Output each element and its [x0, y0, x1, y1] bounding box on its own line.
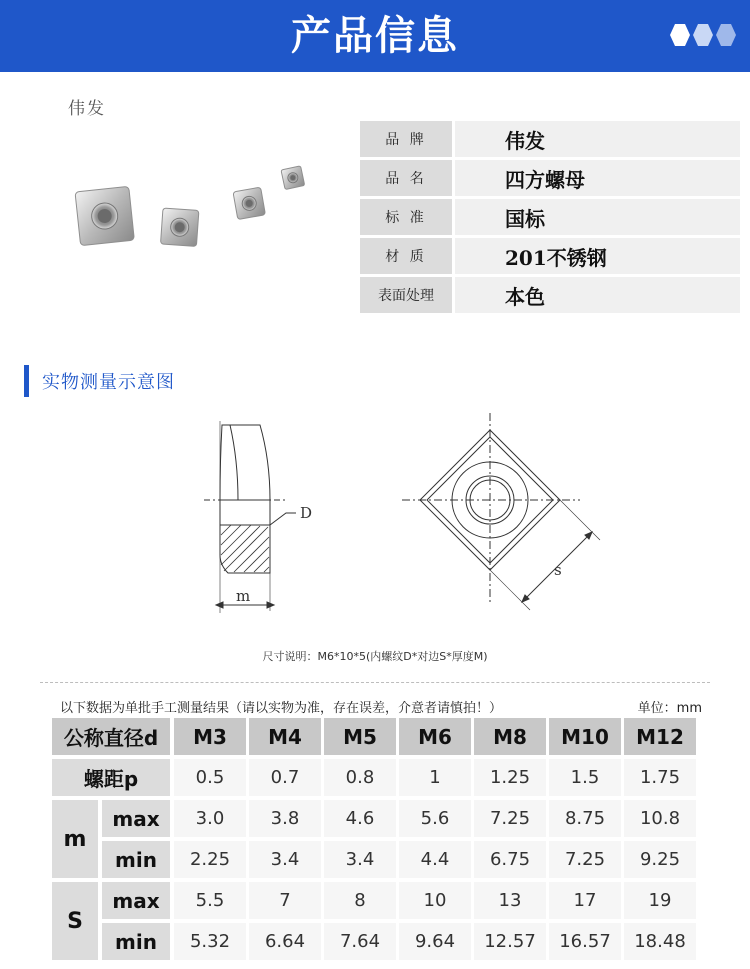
s-max-cell: 10 [399, 882, 471, 919]
m-max-cell: 3.8 [249, 800, 321, 837]
spec-label: 品 牌 [360, 121, 452, 157]
m-max-cell: 10.8 [624, 800, 696, 837]
banner-title: 产品信息 [291, 13, 459, 59]
size-cell: M8 [474, 718, 546, 755]
spec-table [360, 121, 740, 316]
brand-watermark: 伟发 [68, 99, 106, 119]
pitch-cell: 1.25 [474, 759, 546, 796]
m-max-label: max [102, 800, 170, 837]
header-diameter-label: 公称直径d [52, 718, 170, 755]
m-min-cell: 4.4 [399, 841, 471, 878]
size-cell: M6 [399, 718, 471, 755]
m-min-cell: 3.4 [324, 841, 396, 878]
pitch-cell: 0.7 [249, 759, 321, 796]
front-view [402, 413, 600, 610]
s-max-label: max [102, 882, 170, 919]
spec-row-brand [360, 121, 740, 157]
size-cell: M10 [549, 718, 621, 755]
pitch-cell: 1.5 [549, 759, 621, 796]
section-accent-bar [24, 365, 29, 397]
s-group-label: S [52, 882, 98, 960]
header-banner [0, 0, 750, 72]
size-cell: M3 [174, 718, 246, 755]
spec-label: 材 质 [360, 238, 452, 274]
size-cell: M12 [624, 718, 696, 755]
dimension-table [52, 718, 700, 963]
s-min-cell: 16.57 [549, 923, 621, 960]
s-max-cell: 5.5 [174, 882, 246, 919]
spec-value: 伟发 [455, 121, 740, 157]
spec-value: 国标 [455, 199, 740, 235]
side-view [204, 421, 296, 613]
spec-value: 本色 [455, 277, 740, 313]
s-min-cell: 7.64 [324, 923, 396, 960]
m-min-cell: 2.25 [174, 841, 246, 878]
square-nut-small [233, 187, 265, 219]
spec-value: 四方螺母 [455, 160, 740, 196]
label-d: D [300, 504, 313, 522]
spec-row-standard [360, 199, 740, 235]
s-max-cell: 7 [249, 882, 321, 919]
s-min-label: min [102, 923, 170, 960]
hexagon-decoration-icon [670, 24, 736, 46]
label-m: m [236, 587, 251, 605]
unit-label: 单位：mm [637, 701, 702, 716]
product-photo [55, 150, 335, 280]
s-max-cell: 19 [624, 882, 696, 919]
label-s: s [554, 561, 562, 579]
m-min-cell: 6.75 [474, 841, 546, 878]
pitch-cell: 0.5 [174, 759, 246, 796]
square-nut-tiny [281, 166, 305, 190]
s-min-cell: 18.48 [624, 923, 696, 960]
m-max-cell: 3.0 [174, 800, 246, 837]
m-max-cell: 4.6 [324, 800, 396, 837]
section-title: 实物测量示意图 [42, 372, 175, 393]
s-min-cell: 5.32 [174, 923, 246, 960]
size-cell: M5 [324, 718, 396, 755]
measurement-caption: 以下数据为单批手工测量结果（请以实物为准，存在误差，介意者请慎拍！） [60, 701, 503, 716]
pitch-label: 螺距p [52, 759, 170, 796]
m-min-cell: 3.4 [249, 841, 321, 878]
dashed-divider [40, 682, 710, 683]
m-min-cell: 7.25 [549, 841, 621, 878]
m-min-label: min [102, 841, 170, 878]
pitch-cell: 1 [399, 759, 471, 796]
spec-value: 201不锈钢 [455, 238, 740, 274]
pitch-cell: 0.8 [324, 759, 396, 796]
square-nut-large [75, 186, 134, 245]
s-min-cell: 12.57 [474, 923, 546, 960]
m-max-cell: 5.6 [399, 800, 471, 837]
technical-drawing [190, 405, 630, 620]
s-max-cell: 13 [474, 882, 546, 919]
m-max-cell: 8.75 [549, 800, 621, 837]
s-max-cell: 8 [324, 882, 396, 919]
size-cell: M4 [249, 718, 321, 755]
spec-label: 标 准 [360, 199, 452, 235]
m-max-cell: 7.25 [474, 800, 546, 837]
pitch-cell: 1.75 [624, 759, 696, 796]
s-max-cell: 17 [549, 882, 621, 919]
m-min-cell: 9.25 [624, 841, 696, 878]
s-min-cell: 6.64 [249, 923, 321, 960]
spec-row-name [360, 160, 740, 196]
spec-row-finish [360, 277, 740, 313]
square-nut-medium [160, 208, 198, 246]
spec-label: 表面处理 [360, 277, 452, 313]
m-group-label: m [52, 800, 98, 878]
spec-label: 品 名 [360, 160, 452, 196]
spec-row-material [360, 238, 740, 274]
dimension-note: 尺寸说明：M6*10*5(内螺纹D*对边S*厚度M) [262, 650, 488, 663]
s-min-cell: 9.64 [399, 923, 471, 960]
